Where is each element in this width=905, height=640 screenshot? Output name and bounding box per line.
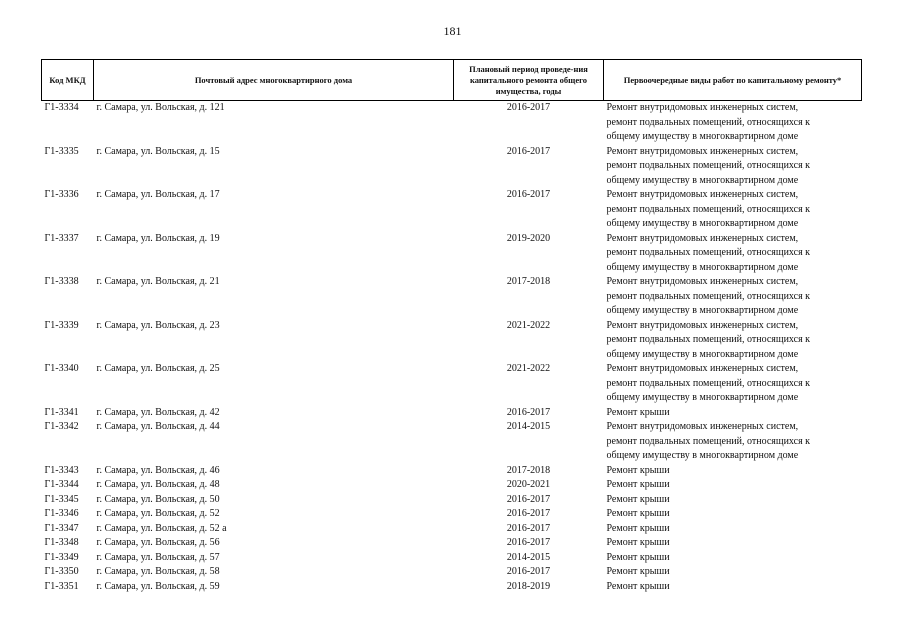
repair-period-cell: 2014-2015 (506, 421, 551, 432)
header-address: Почтовый адрес многоквартирного дома (94, 60, 454, 101)
table-row (42, 145, 862, 189)
repair-works-line: ремонт подвальных помещений, относящихся к (606, 290, 811, 302)
repair-works-line: общему имуществу в многоквартирном доме (606, 218, 799, 229)
repair-works-line: Ремонт крыши (606, 580, 670, 592)
repair-works-line: общему имуществу в многоквартирном доме (606, 305, 799, 316)
table-row (42, 101, 862, 145)
repair-period-cell: 2016-2017 (506, 508, 551, 519)
repair-works-cell (604, 580, 862, 595)
repair-works-cell (604, 522, 862, 537)
table-row (42, 275, 862, 319)
mkd-code-cell: Г1-3334 (44, 102, 79, 113)
address-cell: г. Самара, ул. Вольская, д. 25 (96, 363, 220, 374)
table-row (42, 362, 862, 406)
repair-period-cell: 2016-2017 (506, 189, 551, 200)
table-row (42, 551, 862, 566)
mkd-code-cell: Г1-3349 (44, 551, 79, 563)
repair-works-line: Ремонт крыши (606, 493, 670, 505)
repair-works-cell (604, 565, 862, 580)
header-code: Код МКД (42, 60, 94, 101)
repair-works-line: Ремонт крыши (606, 464, 670, 476)
mkd-code-cell: Г1-3337 (44, 232, 79, 244)
repair-period-cell: 2016-2017 (506, 537, 551, 548)
address-cell: г. Самара, ул. Вольская, д. 42 (96, 406, 220, 418)
page-number: 181 (443, 24, 462, 38)
address-cell: г. Самара, ул. Вольская, д. 46 (96, 464, 220, 476)
mkd-code-cell: Г1-3340 (44, 363, 79, 374)
table-row (42, 188, 862, 232)
repair-works-line: Ремонт крыши (606, 551, 670, 563)
repair-period-cell: 2016-2017 (506, 406, 551, 418)
repair-works-cell (604, 420, 862, 464)
repair-works-line: ремонт подвальных помещений, относящихся к (606, 377, 811, 389)
capital-repair-table (41, 59, 862, 594)
repair-works-cell (604, 145, 862, 189)
repair-works-cell (604, 464, 862, 479)
table-row (42, 493, 862, 508)
address-cell: г. Самара, ул. Вольская, д. 58 (96, 566, 220, 577)
repair-works-line: ремонт подвальных помещений, относящихся к (606, 116, 811, 128)
repair-works-line: Ремонт крыши (606, 566, 670, 577)
mkd-code-cell: Г1-3347 (44, 522, 79, 534)
repair-works-line: Ремонт внутридомовых инженерных систем, (606, 232, 799, 244)
repair-works-line: Ремонт внутридомовых инженерных систем, (606, 421, 799, 432)
address-cell: г. Самара, ул. Вольская, д. 44 (96, 421, 220, 432)
repair-works-line: общему имуществу в многоквартирном доме (606, 261, 799, 273)
header-period: Плановый период проведе-ния капитального ремонта общего имущества, годы (454, 60, 604, 101)
repair-works-line: общему имуществу в многоквартирном доме (606, 392, 799, 403)
repair-works-cell (604, 319, 862, 363)
repair-period-cell: 2020-2021 (506, 479, 551, 490)
repair-works-line: общему имуществу в многоквартирном доме (606, 348, 799, 360)
repair-works-line: ремонт подвальных помещений, относящихся к (606, 203, 811, 215)
mkd-code-cell: Г1-3346 (44, 508, 79, 519)
repair-works-line: Ремонт крыши (606, 406, 670, 418)
repair-works-cell (604, 406, 862, 421)
repair-works-line: Ремонт крыши (606, 522, 670, 534)
address-cell: г. Самара, ул. Вольская, д. 21 (96, 276, 220, 287)
table-row (42, 522, 862, 537)
repair-works-line: Ремонт внутридомовых инженерных систем, (606, 319, 799, 331)
repair-works-line: общему имуществу в многоквартирном доме (606, 174, 799, 186)
repair-works-line: Ремонт внутридомовых инженерных систем, (606, 145, 799, 157)
table-row (42, 406, 862, 421)
table-body (42, 101, 862, 595)
repair-period-cell: 2021-2022 (506, 319, 551, 331)
repair-works-line: Ремонт крыши (606, 537, 670, 548)
repair-period-cell: 2018-2019 (506, 580, 551, 592)
mkd-code-cell: Г1-3343 (44, 464, 79, 476)
repair-period-cell: 2016-2017 (506, 102, 551, 113)
repair-works-line: общему имуществу в многоквартирном доме (606, 131, 799, 142)
mkd-code-cell: Г1-3344 (44, 479, 79, 490)
mkd-code-cell: Г1-3348 (44, 537, 79, 548)
address-cell: г. Самара, ул. Вольская, д. 48 (96, 479, 220, 490)
address-cell: г. Самара, ул. Вольская, д. 15 (96, 145, 220, 157)
repair-period-cell: 2016-2017 (506, 522, 551, 534)
repair-period-cell: 2016-2017 (506, 566, 551, 577)
repair-works-cell (604, 188, 862, 232)
mkd-code-cell: Г1-3351 (44, 580, 79, 592)
address-cell: г. Самара, ул. Вольская, д. 19 (96, 232, 220, 244)
mkd-code-cell: Г1-3338 (44, 276, 79, 287)
repair-period-cell: 2016-2017 (506, 145, 551, 157)
repair-works-line: Ремонт крыши (606, 479, 670, 490)
repair-works-cell (604, 551, 862, 566)
repair-works-line: ремонт подвальных помещений, относящихся к (606, 435, 811, 447)
address-cell: г. Самара, ул. Вольская, д. 52 а (96, 522, 227, 534)
table-header (42, 60, 862, 101)
repair-period-cell: 2017-2018 (506, 464, 551, 476)
address-cell: г. Самара, ул. Вольская, д. 52 (96, 508, 220, 519)
repair-period-cell: 2016-2017 (506, 493, 551, 505)
table-row (42, 565, 862, 580)
table-row (42, 478, 862, 493)
repair-works-line: Ремонт крыши (606, 508, 670, 519)
repair-works-line: Ремонт внутридомовых инженерных систем, (606, 189, 799, 200)
repair-period-cell: 2017-2018 (506, 276, 551, 287)
repair-works-line: Ремонт внутридомовых инженерных систем, (606, 102, 799, 113)
repair-works-line: Ремонт внутридомовых инженерных систем, (606, 363, 799, 374)
repair-works-line: ремонт подвальных помещений, относящихся к (606, 160, 811, 171)
address-cell: г. Самара, ул. Вольская, д. 23 (96, 319, 220, 331)
repair-works-cell (604, 536, 862, 551)
table-row (42, 464, 862, 479)
address-cell: г. Самара, ул. Вольская, д. 56 (96, 537, 220, 548)
repair-period-cell: 2019-2020 (506, 232, 551, 244)
repair-works-line: Ремонт внутридомовых инженерных систем, (606, 276, 799, 287)
repair-period-cell: 2014-2015 (506, 551, 551, 563)
repair-works-line: ремонт подвальных помещений, относящихся к (606, 334, 811, 345)
repair-works-cell (604, 493, 862, 508)
address-cell: г. Самара, ул. Вольская, д. 50 (96, 493, 220, 505)
mkd-code-cell: Г1-3341 (44, 406, 79, 418)
address-cell: г. Самара, ул. Вольская, д. 121 (96, 102, 225, 113)
mkd-code-cell: Г1-3345 (44, 493, 79, 505)
repair-works-cell (604, 232, 862, 276)
table-row (42, 319, 862, 363)
mkd-code-cell: Г1-3350 (44, 566, 79, 577)
table-row (42, 232, 862, 276)
repair-works-cell (604, 101, 862, 145)
address-cell: г. Самара, ул. Вольская, д. 59 (96, 580, 220, 592)
repair-works-cell (604, 507, 862, 522)
mkd-code-cell: Г1-3335 (44, 145, 79, 157)
repair-works-line: ремонт подвальных помещений, относящихся к (606, 247, 811, 258)
mkd-code-cell: Г1-3336 (44, 189, 79, 200)
repair-works-line: общему имуществу в многоквартирном доме (606, 450, 799, 461)
table-row (42, 580, 862, 595)
mkd-code-cell: Г1-3339 (44, 319, 79, 331)
table-row (42, 507, 862, 522)
address-cell: г. Самара, ул. Вольская, д. 17 (96, 189, 220, 200)
repair-period-cell: 2021-2022 (506, 363, 551, 374)
header-works: Первоочередные виды работ по капитальному ремонту* (604, 60, 862, 101)
mkd-code-cell: Г1-3342 (44, 421, 79, 432)
address-cell: г. Самара, ул. Вольская, д. 57 (96, 551, 220, 563)
table-row (42, 420, 862, 464)
repair-works-cell (604, 362, 862, 406)
repair-works-cell (604, 275, 862, 319)
header-row (42, 60, 862, 101)
repair-works-cell (604, 478, 862, 493)
table-row (42, 536, 862, 551)
